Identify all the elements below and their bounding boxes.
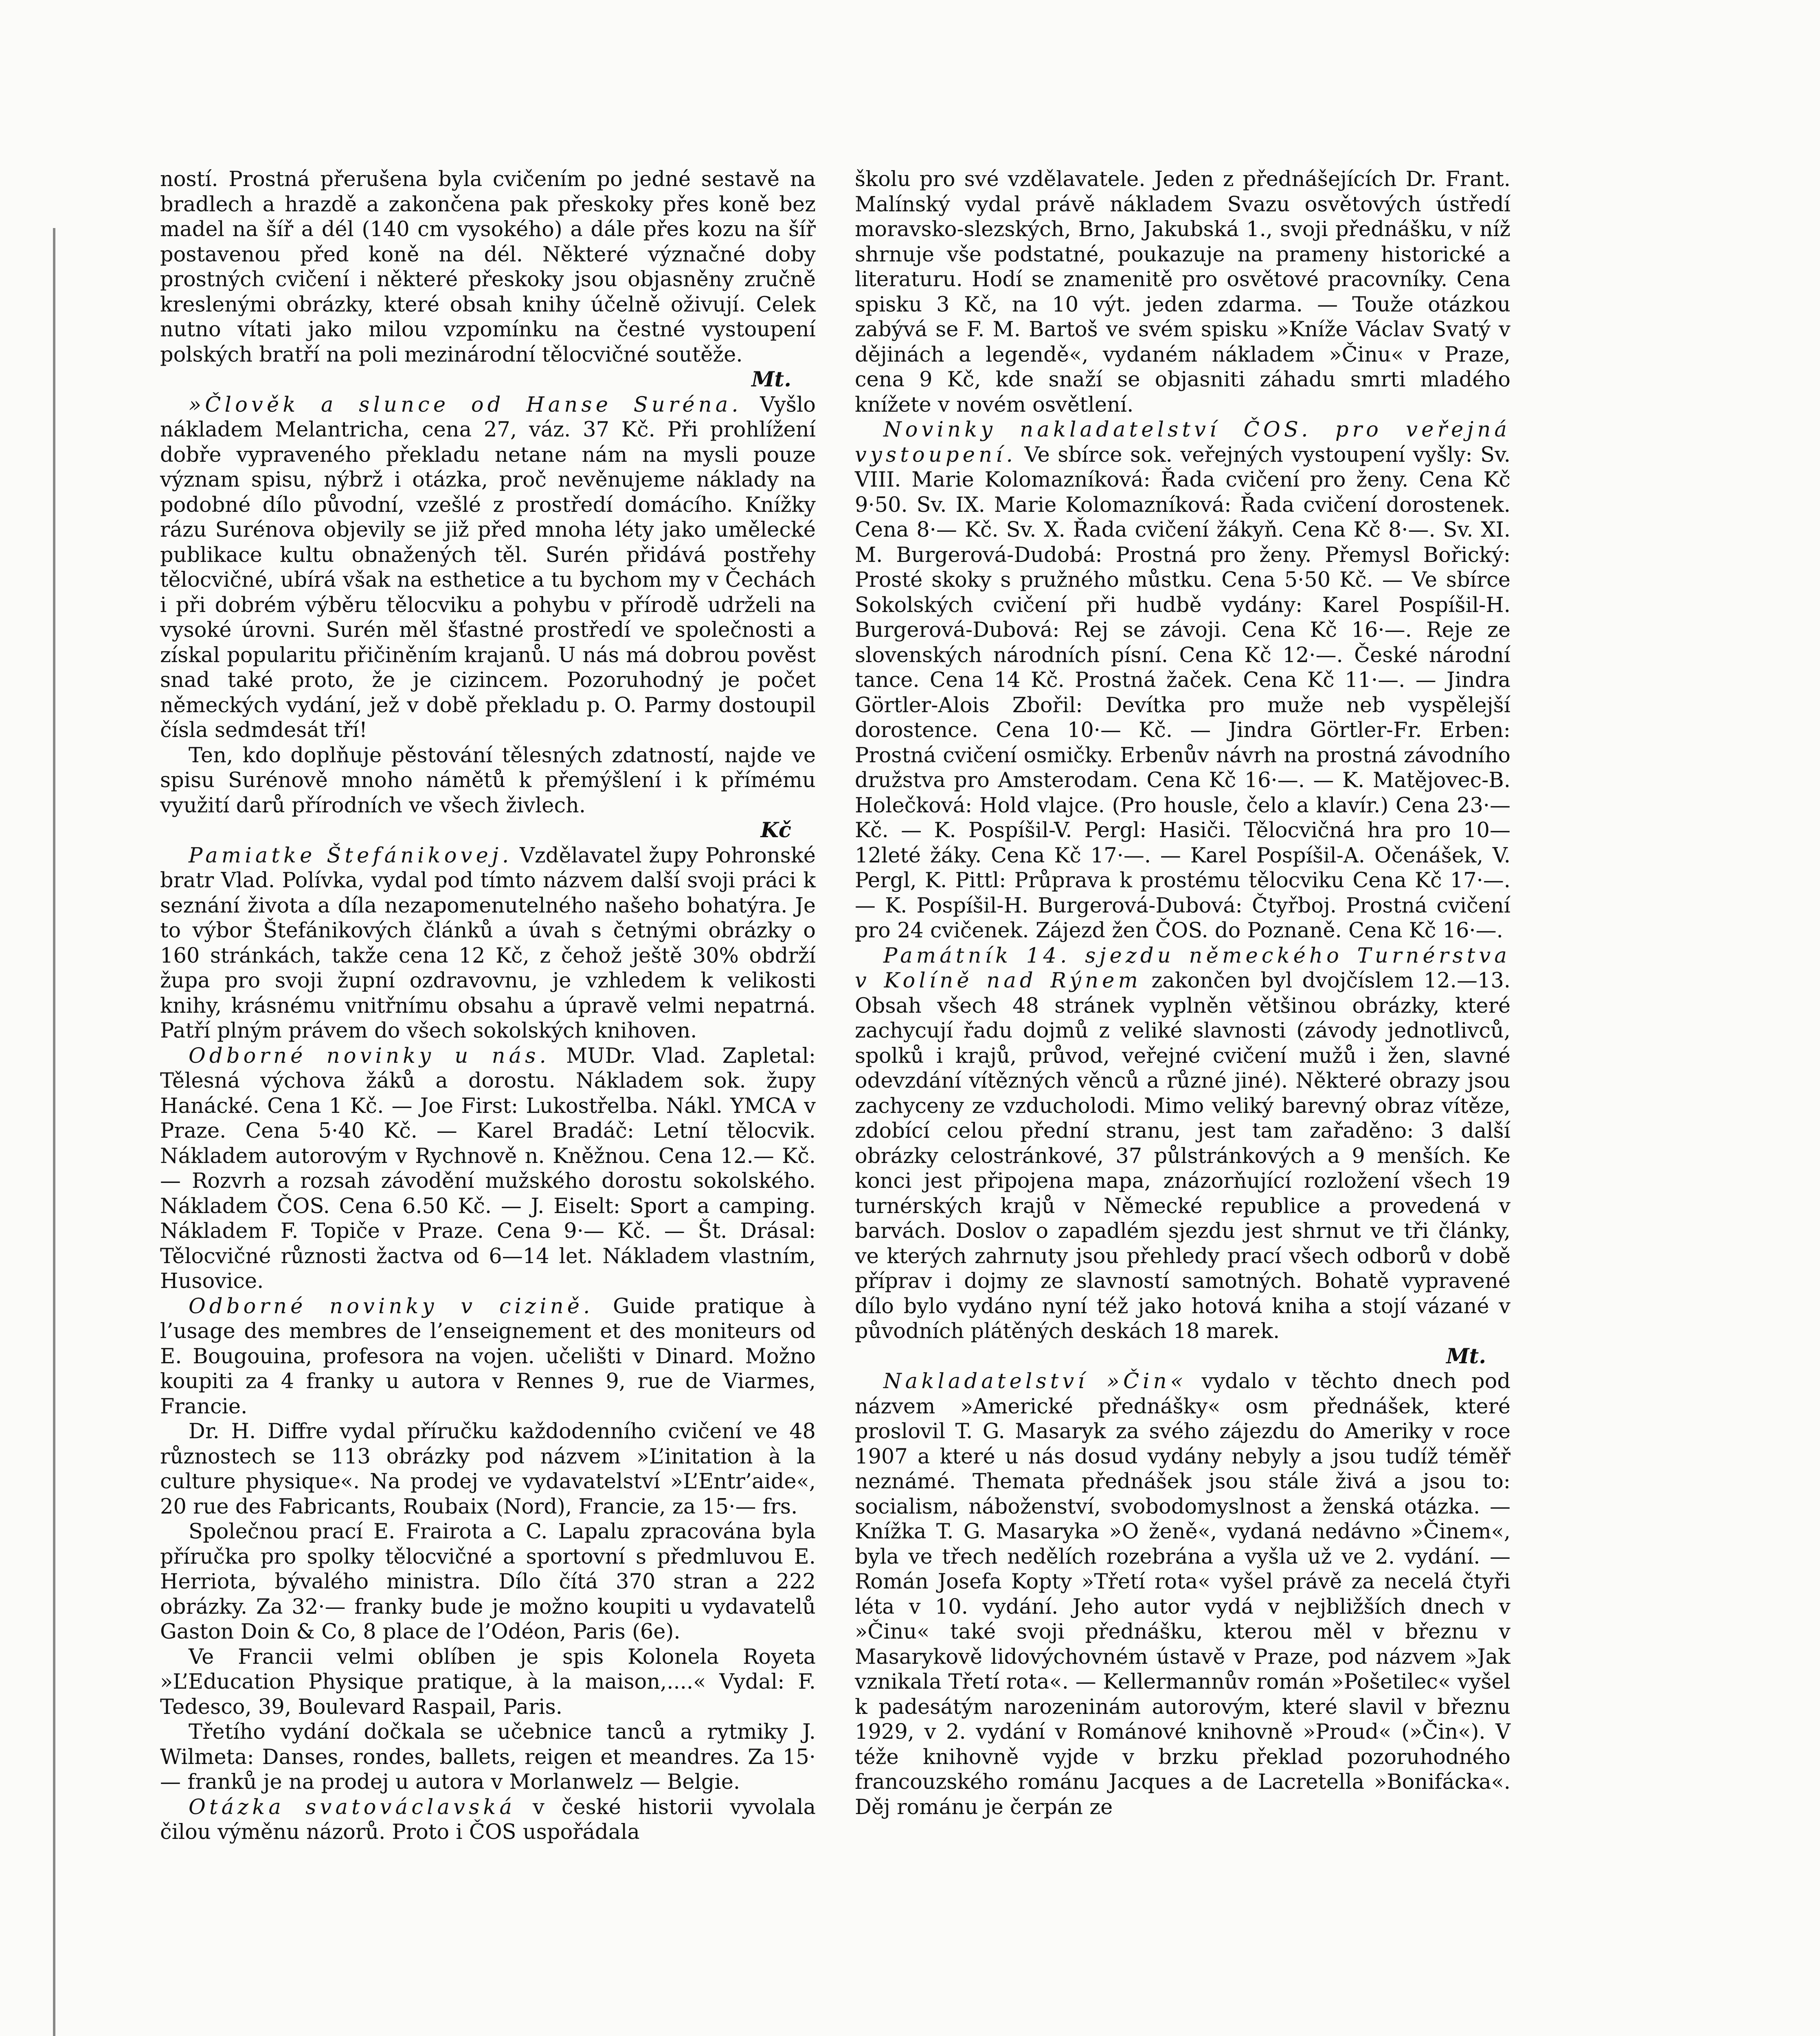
entry-title: Odborné novinky u nás. — [189, 1044, 550, 1068]
entry-text: MUDr. Vlad. Zapletal: Tělesná výchova žáků a dorostu. Nákladem sok. župy Hanácké. Cena 1 Kč. — Joe First: Lukostřelba. Nákl. YMCA v Praze. Cena 5·40 Kč. — Karel Bradáč: Letní tělocvik. Nákladem autorovým v Rychnově n. Kněžnou. Cena 12.— Kč. — Rozvrh a rozsah závodění mužského dorostu sokolského. Nákladem ČOS. Cena 6.50 Kč. — J. Eiselt: Sport a camping. Nákladem F. Topiče v Praze. Cena 9·— Kč. — Št. Drásal: Tělocvičné různosti žactva od 6—14 let. Nákladem vlastním, Husovice. — [160, 1044, 816, 1293]
entry-title: Novinky nakladatelství ČOS. pro veřejná vystoupení. — [855, 418, 1510, 467]
review-entry — [855, 417, 1510, 943]
entry-text: Guide pratique à l’usage des membres de l’enseignement et des moniteurs od E. Bougouina, profesora na vojen. učelišti v Dinard. Možno koupiti za 4 franky u autora v Rennes 9, rue de Viarmes, Francie. — [160, 1294, 816, 1419]
paragraph: Třetího vydání dočkala se učebnice tanců a rytmiky J. Wilmeta: Danses, rondes, ballets, reigen et meandres. Za 15·— franků je na prodej u autora v Morlanwelz — Belgie. — [160, 1720, 816, 1794]
review-entry — [160, 843, 816, 1044]
entry-title: Památník 14. sjezdu německého Turnérstva v Kolíně nad Rýnem — [855, 943, 1510, 993]
entry-text: vydalo v těchto dnech pod názvem »Americké přednášky« osm přednášek, které proslovil T. G. Masaryk za svého zájezdu do Ameriky v roce 1907 a které u nás dosud vydány nebyly a jsou tudíž téměř neznámé. Themata přednášek jsou stále živá a jsou to: socialism, náboženství, svobodomyslnost a ženská otázka. — Knížka T. G. Masaryka »O ženě«, vydaná nedávno »Činem«, byla ve třech nedělích rozebrána a vyšla už ve 2. vydání. — Román Josefa Kopty »Třetí rota« vyšel právě za necelá čtyři léta v 10. vydání. Jeho autor vydá v nejbližších dnech v »Činu« také svoji přednášku, kterou měl v březnu v Masarykově lidovýchovném ústavě v Praze, pod názvem »Jak vznikala Třetí rota«. — Kellermannův román »Pošetilec« vyšel k padesátým narozeninám autorovým, které slavil v březnu 1929, v 2. vydání v Románové knihovně »Proud« (»Čin«). V téže knihovně vyjde v brzku překlad pozoruhodného francouzského románu Jacques a de Lacretella »Bonifácka«. Děj románu je čerpán ze — [855, 1369, 1510, 1819]
paragraph: ností. Prostná přerušena byla cvičením po jedné sestavě na bradlech a hrazdě a zakončena pak přeskoky přes koně bez madel na šíř a dél (140 cm vysokého) a dále přes kozu na šíř postavenou před koně na dél. Některé význačné doby prostných cvičení i některé přeskoky jsou objasněny zručně kreslenými obrázky, které obsah knihy účelně oživují. Celek nutno vítati jako milou vzpomínku na čestné vystoupení polských bratří na poli mezinárodní tělocvičné soutěže. — [160, 167, 816, 367]
scan-binding-shadow — [53, 228, 55, 2036]
entry-text: v české historii vyvolala čilou výměnu názorů. Proto i ČOS uspořádala — [160, 1795, 816, 1844]
entry-text: Vyšlo nákladem Melantricha, cena 27, váz. 37 Kč. Při prohlížení dobře vypraveného překladu netane nám na mysli pouze význam spisu, nýbrž i otázka, proč nevěnujeme náklady na podobné dílo původní, vzešlé z prostředí domácího. Knížky rázu Surénova objevily se již před mnoha léty jako umělecké publikace kultu obnažených těl. Surén přidává postřehy tělocvičné, ubírá však na esthetice a tu bychom my v Čechách i při dobrém výběru tělocviku a pohybu v přírodě udrželi na vysoké úrovni. Surén měl šťastné prostředí ve společnosti a získal popularitu přičiněním krajanů. U nás má dobrou pověst snad také proto, že je cizincem. Pozoruhodný je počet německých vydání, jež v době překladu p. O. Parmy dostoupil čísla sedmdesát tří! — [160, 393, 816, 742]
entry-text: Vzdělavatel župy Pohronské bratr Vlad. Polívka, vydal pod tímto názvem další svoji práci k seznání života a díla nezapomenutelného našeho bohatýra. Je to výbor Štefánikových článků a úvah s četnými obrázky o 160 stránkách, takže cena 12 Kč, z čehož ještě 30% obdrží župa pro svoji župní ozdravovnu, je vzhledem k velikosti knihy, krásnému vnitřnímu obsahu a úpravě velmi nepatrná. Patří plným právem do všech sokolských knihoven. — [160, 843, 816, 1043]
review-entry — [160, 1294, 816, 1419]
review-entry — [160, 393, 816, 743]
entry-title: Odborné novinky v cizině. — [189, 1294, 594, 1319]
review-entry — [855, 1369, 1510, 1820]
author-signature: Mt. — [1446, 1344, 1486, 1369]
paragraph: školu pro své vzdělavatele. Jeden z přednášejících Dr. Frant. Malínský vydal právě nákladem Svazu osvětových ústředí moravsko-slezských, Brno, Jakubská 1., svoji přednášku, v níž shrnuje vše podstatné, poukazuje na prameny historické a literaturu. Hodí se znamenitě pro osvětové pracovníky. Cena spisku 3 Kč, na 10 výt. jeden zdarma. — Touže otázkou zabývá se F. M. Bartoš ve svém spisku »Kníže Václav Svatý v dějinách a legendě«, vydaném nákladem »Činu« v Praze, cena 9 Kč, kde snaží se objasniti záhadu smrti mladého knížete v novém osvětlení. — [855, 167, 1510, 417]
review-entry — [855, 943, 1510, 1344]
paragraph: Ve Francii velmi oblíben je spis Kolonela Royeta »L’Education Physique pratique, à la maison,....« Vydal: F. Tedesco, 39, Boulevard Raspail, Paris. — [160, 1645, 816, 1719]
entry-title: Otázka svatováclavská — [189, 1795, 516, 1819]
entry-title: »Člověk a slunce od Hanse Suréna. — [189, 393, 742, 417]
right-column — [855, 167, 1510, 1820]
entry-text: zakončen byl dvojčíslem 12.—13. Obsah všech 48 stránek vyplněn většinou obrázky, které zachycují řadu dojmů z veliké slavnosti (závody jednotlivců, spolků i krajů, průvod, veřejné cvičení mužů i žen, slavné odevzdání vítězných věnců a různé jiné). Některé obrazy jsou zachyceny ze vzducholodi. Mimo veliký barevný obraz vítěze, zdobící celou přední stranu, jest tam zařaděno: 3 další obrázky celostránkové, 37 půlstránkových a 9 menších. Ke konci jest připojena mapa, znázorňující rozložení všech 19 turnérských krajů v Německé republice a provedená v barvách. Doslov o zapadlém sjezdu jest shrnut ve tři články, ve kterých zahrnuty jsou přehledy prací všech odborů v době příprav i dojmy ze slavností samotných. Bohatě vypravené dílo bylo vydáno nyní též jako hotová kniha a stojí vázané v původních plátěných deskách 18 marek. — [855, 969, 1510, 1343]
author-signature: Kč — [760, 818, 791, 842]
entry-text: Ve sbírce sok. veřejných vystoupení vyšly: Sv. VIII. Marie Kolomazníková: Řada cvičení pro ženy. Cena Kč 9·50. Sv. IX. Marie Kolomazníková: Řada cvičení dorostenek. Cena 8·— Kč. Sv. X. Řada cvičení žákyň. Cena Kč 8·—. Sv. XI. M. Burgerová-Dudobá: Prostná pro ženy. Přemysl Bořický: Prosté skoky s pružného můstku. Cena 5·50 Kč. — Ve sbírce Sokolských cvičení při hudbě vydány: Karel Pospíšil-H. Burgerová-Dubová: Rej se závoji. Cena Kč 16·—. Reje ze slovenských národních písní. Cena Kč 12·—. České národní tance. Cena 14 Kč. Prostná žaček. Cena Kč 11·—. — Jindra Görtler-Alois Zbořil: Devítka pro muže neb vyspělejší dorostence. Cena 10·— Kč. — Jindra Görtler-Fr. Erben: Prostná cvičení osmičky. Erbenův návrh na prostná závodního družstva pro Amsterodam. Cena Kč 16·—. — K. Matějovec-B. Holečková: Hold vlajce. (Pro housle, čelo a klavír.) Cena 23·— Kč. — K. Pospíšil-V. Pergl: Hasiči. Tělocvičná hra pro 10—12leté žáky. Cena Kč 17·—. — Karel Pospíšil-A. Očenášek, V. Pergl, K. Pittl: Průprava k prostému tělocviku Cena Kč 17·—. — K. Pospíšil-H. Burgerová-Dubová: Čtyřboj. Prostná cvičení pro 24 cvičenek. Zájezd žen ČOS. do Poznaně. Cena Kč 16·—. — [855, 443, 1510, 943]
paragraph: Dr. H. Diffre vydal příručku každodenního cvičení ve 48 různostech se 113 obrázky pod názvem »L’initation à la culture physique«. Na prodej ve vydavatelství »L’Entr’aide«, 20 rue des Fabricants, Roubaix (Nord), Francie, za 15·— frs. — [160, 1419, 816, 1519]
author-signature: Mt. — [751, 367, 791, 392]
paragraph: Ten, kdo doplňuje pěstování tělesných zdatností, najde ve spisu Surénově mnoho námětů k přemýšlení i k přímému využití darů přírodních ve všech živlech. — [160, 743, 816, 818]
left-column — [160, 167, 816, 1845]
paragraph: Společnou prací E. Frairota a C. Lapalu zpracována byla příručka pro spolky tělocvičné a sportovní s předmluvou E. Herriota, bývalého ministra. Dílo čítá 370 stran a 222 obrázky. Za 32·— franky bude je možno koupiti u vydavatelů Gaston Doin & Co, 8 place de l’Odéon, Paris (6e). — [160, 1520, 816, 1644]
entry-title: Nakladatelství »Čin« — [883, 1369, 1187, 1393]
entry-title: Pamiatke Štefánikovej. — [189, 843, 513, 868]
review-entry — [160, 1044, 816, 1294]
review-entry — [160, 1795, 816, 1845]
